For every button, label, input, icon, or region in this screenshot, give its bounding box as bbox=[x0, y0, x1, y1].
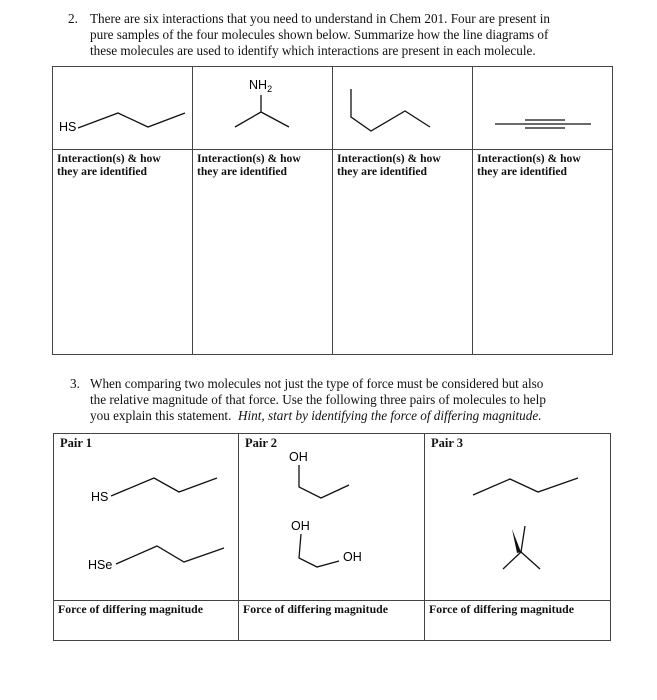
question-2-line-1: There are six interactions that you need to understand in Chem 201. Four are present in bbox=[90, 11, 550, 26]
pair-1-cell bbox=[54, 434, 239, 601]
pair-1-force-label: Force of differing magnitude bbox=[58, 602, 203, 616]
pair-3-title: Pair 3 bbox=[431, 436, 464, 450]
molecule-2-label: $NH_2$ bbox=[249, 78, 273, 94]
pair-1-structures bbox=[54, 434, 238, 596]
interaction-header-1: Interaction(s) & how they are identified bbox=[57, 152, 161, 178]
interaction-cell-2[interactable] bbox=[193, 150, 333, 355]
question-3-line-1: When comparing two molecules not just the type of force must be considered but also bbox=[90, 376, 544, 391]
question-3-line-3: you explain this statement. Hint, start by identifying the force of differing magnitude. bbox=[90, 408, 542, 423]
question-2-number: 2. bbox=[68, 11, 78, 26]
alkane-structure bbox=[333, 67, 472, 145]
molecule-cell-4 bbox=[473, 67, 613, 150]
pair-2-force-cell[interactable] bbox=[239, 601, 425, 641]
pair-2-structures bbox=[239, 434, 424, 596]
pair-2-label-oh-2: OH bbox=[291, 519, 310, 533]
interaction-header-3: Interaction(s) & how they are identified bbox=[337, 152, 441, 178]
pair-1-title: Pair 1 bbox=[60, 436, 93, 450]
pair-1-label-thiol: HS bbox=[91, 490, 109, 504]
amine-structure bbox=[193, 67, 332, 145]
molecule-1-label: HS bbox=[59, 120, 77, 134]
pair-2-label-oh-3: OH bbox=[343, 550, 362, 564]
pair-2-title: Pair 2 bbox=[245, 436, 278, 450]
molecule-cell-2 bbox=[193, 67, 333, 150]
question-3-table bbox=[53, 433, 611, 641]
pair-2-label-oh-1: OH bbox=[289, 450, 308, 464]
molecule-cell-3 bbox=[333, 67, 473, 150]
interaction-cell-1[interactable] bbox=[53, 150, 193, 355]
question-3-hint: Hint, start by identifying the force of differing magnitude. bbox=[237, 408, 542, 423]
pair-3-force-label: Force of differing magnitude bbox=[429, 602, 574, 616]
pair-3-force-cell[interactable] bbox=[425, 601, 611, 641]
question-2-table bbox=[52, 66, 613, 355]
pair-2-cell bbox=[239, 434, 425, 601]
alkyne-structure bbox=[473, 67, 612, 145]
molecule-cell-1 bbox=[53, 67, 193, 150]
pair-3-structures bbox=[425, 434, 610, 596]
interaction-header-4: Interaction(s) & how they are identified bbox=[477, 152, 581, 178]
pair-2-force-label: Force of differing magnitude bbox=[243, 602, 388, 616]
question-3-line-2: the relative magnitude of that force. Use the following three pairs of molecules to help bbox=[90, 392, 546, 407]
question-2-line-3: these molecules are used to identify which interactions are present in each molecule. bbox=[90, 43, 536, 58]
question-3-number: 3. bbox=[70, 376, 80, 391]
pair-1-label-selenol: HSe bbox=[88, 558, 113, 572]
question-2-line-2: pure samples of the four molecules shown below. Summarize how the line diagrams of bbox=[90, 27, 549, 42]
interaction-header-2: Interaction(s) & how they are identified bbox=[197, 152, 301, 178]
pair-1-force-cell[interactable] bbox=[54, 601, 239, 641]
interaction-cell-3[interactable] bbox=[333, 150, 473, 355]
pair-3-cell bbox=[425, 434, 611, 601]
interaction-cell-4[interactable] bbox=[473, 150, 613, 355]
thiol-structure bbox=[53, 67, 192, 145]
